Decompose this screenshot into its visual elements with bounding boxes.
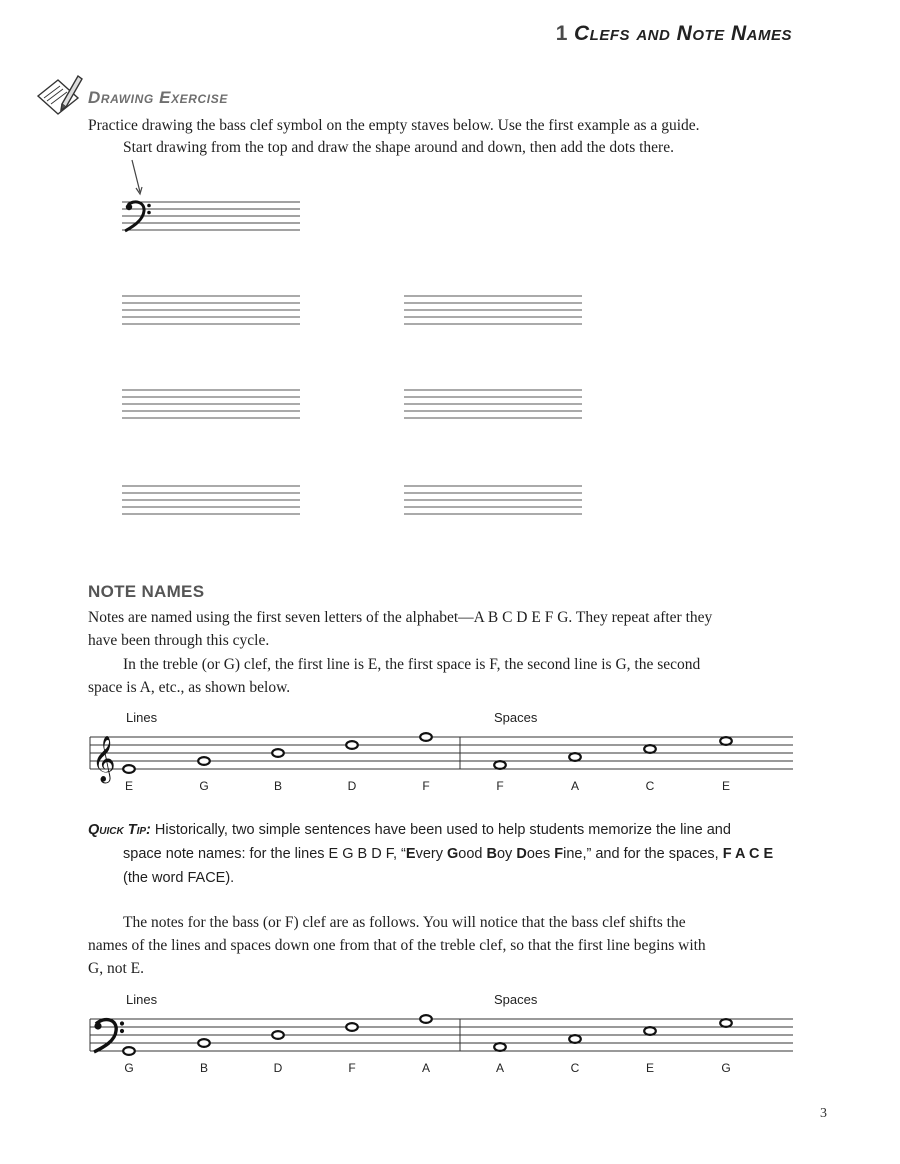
quick-tip-label: Quick Tip: — [88, 822, 151, 838]
drawing-exercise-heading: Drawing Exercise — [88, 88, 228, 107]
treble-note-label-space-E: E — [721, 779, 731, 793]
practice-staff-5[interactable] — [118, 480, 308, 524]
bass-clef-example — [0, 982, 900, 1082]
treble-clef-example — [0, 700, 900, 800]
treble-note-label-space-F: F — [496, 779, 504, 793]
treble-note-label-line-B: B — [273, 779, 283, 793]
bass-clef-icon — [94, 1020, 124, 1052]
bass-note-space-G — [720, 1019, 732, 1027]
guide-arrow-icon — [126, 158, 150, 198]
treble-note-space-E — [720, 737, 732, 745]
example-bass-clef-staff — [118, 196, 308, 240]
treble-note-space-C — [644, 745, 656, 753]
bass-note-label-space-A: A — [495, 1061, 505, 1075]
note-names-para1-line2: have been through this cycle. — [88, 632, 270, 649]
treble-clef-icon — [92, 736, 116, 784]
bass-note-space-A — [494, 1043, 506, 1051]
practice-staff-2[interactable] — [400, 290, 590, 334]
bass-note-label-space-E: E — [645, 1061, 655, 1075]
treble-note-space-F — [494, 761, 506, 769]
quick-tip-text2a: space note names: for the lines E G B D F, “ — [123, 846, 406, 862]
practice-staff-1[interactable] — [118, 290, 308, 334]
treble-note-label-line-G: G — [199, 779, 209, 793]
treble-lines-label: Lines — [126, 710, 158, 725]
drawing-exercise-line2: Start drawing from the top and draw the shape around and down, then add the dots there. — [123, 139, 674, 156]
note-names-para1-line1: Notes are named using the first seven letters of the alphabet—A B C D E F G. They repeat after they — [88, 609, 713, 626]
bass-staff-lines — [90, 1019, 793, 1051]
note-names-para2-line1: In the treble (or G) clef, the first line is E, the first space is F, the second line is G, the second — [123, 656, 701, 673]
bass-note-line-G — [123, 1047, 135, 1055]
bass-note-line-B — [198, 1039, 210, 1047]
bass-intro-line2: names of the lines and spaces down one from that of the treble clef, so that the first line begins with — [88, 937, 706, 954]
treble-spaces-label: Spaces — [494, 710, 538, 725]
quick-tip — [88, 818, 808, 890]
treble-note-label-space-A: A — [570, 779, 580, 793]
bass-note-label-space-C: C — [570, 1061, 580, 1075]
practice-staff-3[interactable] — [118, 384, 308, 428]
quick-tip-text3: (the word FACE). — [123, 870, 235, 886]
treble-note-line-G — [198, 757, 210, 765]
mnemonic-sentence: Every Good Boy Does Fine, — [405, 846, 587, 862]
bass-spaces-label: Spaces — [494, 992, 538, 1007]
treble-note-label-line-E: E — [124, 779, 134, 793]
face-acronym: F A C E — [722, 846, 774, 862]
treble-note-line-B — [272, 749, 284, 757]
treble-note-line-F — [420, 733, 432, 741]
note-names-heading: NOTE NAMES — [88, 582, 205, 601]
practice-staff-4[interactable] — [400, 384, 590, 428]
bass-note-line-D — [272, 1031, 284, 1039]
note-names-para2-line2: space is A, etc., as shown below. — [88, 679, 291, 696]
treble-staff-lines — [90, 737, 793, 769]
pencil-paper-icon — [34, 68, 86, 118]
quick-tip-text2b: ” and for the spaces, — [586, 846, 723, 862]
bass-note-space-C — [569, 1035, 581, 1043]
treble-note-label-line-F: F — [422, 779, 430, 793]
bass-note-label-line-G: G — [124, 1061, 134, 1075]
bass-note-label-line-A: A — [421, 1061, 431, 1075]
bass-note-label-line-B: B — [199, 1061, 209, 1075]
bass-intro-line3: G, not E. — [88, 960, 144, 977]
page-number: 3 — [820, 1106, 827, 1121]
treble-note-label-line-D: D — [347, 779, 357, 793]
chapter-number: 1 — [555, 22, 568, 45]
bass-note-line-A — [420, 1015, 432, 1023]
bass-lines-label: Lines — [126, 992, 158, 1007]
bass-note-space-E — [644, 1027, 656, 1035]
treble-note-line-D — [346, 741, 358, 749]
bass-intro-line1: The notes for the bass (or F) clef are as follows. You will notice that the bass clef shifts the — [123, 914, 686, 931]
treble-note-space-A — [569, 753, 581, 761]
bass-note-label-line-D: D — [273, 1061, 283, 1075]
bass-note-label-space-G: G — [721, 1061, 731, 1075]
treble-note-label-space-C: C — [645, 779, 655, 793]
practice-staff-6[interactable] — [400, 480, 590, 524]
svg-text:𝄞: 𝄞 — [92, 737, 116, 781]
chapter-title — [556, 22, 792, 46]
chapter-title-text: Clefs and Note Names — [573, 22, 792, 45]
quick-tip-text1: Historically, two simple sentences have been used to help students memorize the line and — [150, 822, 731, 838]
treble-note-line-E — [123, 765, 135, 773]
drawing-exercise-line1: Practice drawing the bass clef symbol on the empty staves below. Use the first example as a guide. — [88, 117, 700, 134]
bass-note-line-F — [346, 1023, 358, 1031]
bass-note-label-line-F: F — [348, 1061, 356, 1075]
